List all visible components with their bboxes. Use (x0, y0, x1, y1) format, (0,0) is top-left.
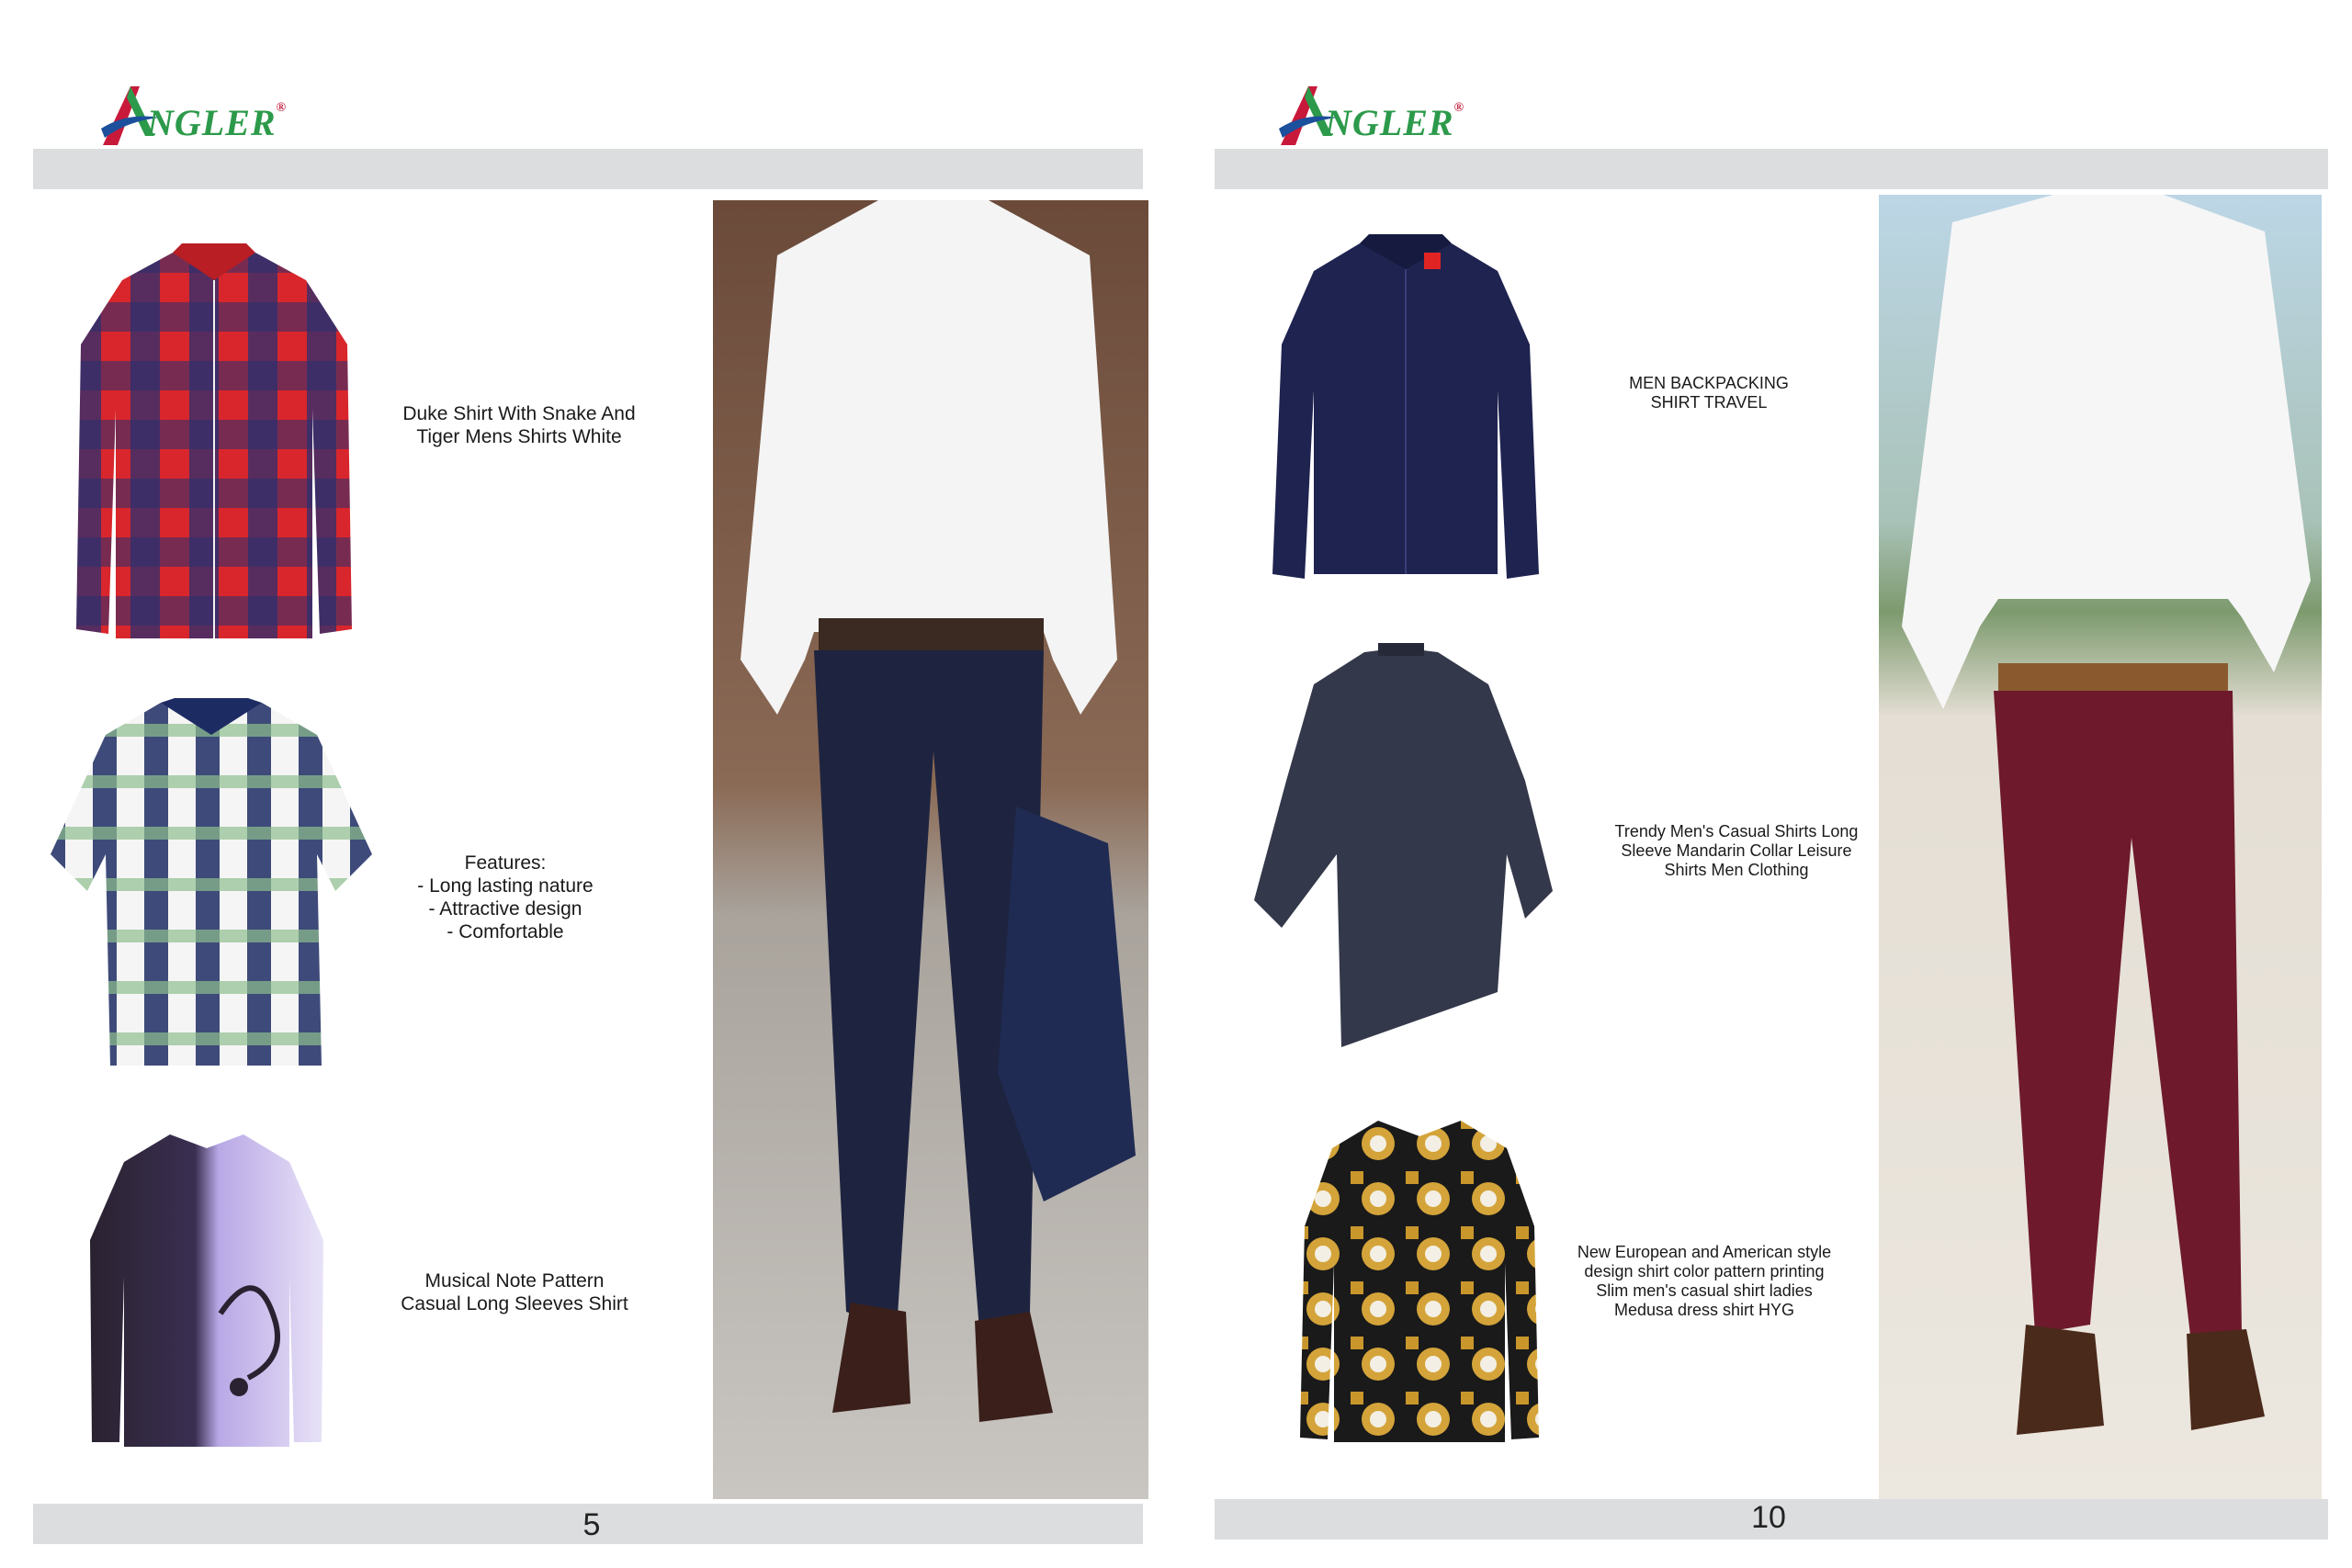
green-check-shirt-image (41, 698, 381, 1084)
angler-logo (99, 81, 301, 154)
catalog-page-right (1176, 0, 2352, 1568)
navy-backpacking-shirt-image (1263, 234, 1548, 583)
baroque-print-shirt-image (1295, 1116, 1544, 1447)
musical-note-shirt-image (83, 1130, 331, 1451)
product-caption-1: Duke Shirt With Snake And Tiger Mens Shirts White (402, 403, 636, 447)
red-plaid-shirt-image (72, 243, 356, 648)
model-photo-white-shirt-navy-trousers (713, 200, 1148, 1499)
header-band (1215, 149, 2328, 189)
page-number-left: 5 (582, 1507, 601, 1542)
page-number-right: 10 (1751, 1500, 1786, 1535)
angler-logo (1277, 81, 1479, 154)
product-caption-2: Features: - Long lasting nature - Attractive design - Comfortable (417, 852, 594, 942)
product-caption-4: MEN BACKPACKING SHIRT TRAVEL (1629, 374, 1789, 412)
angler-logo-text: NGLER® (1325, 101, 1465, 143)
charcoal-mandarin-shirt-image (1250, 643, 1557, 1047)
header-band (33, 149, 1143, 189)
angler-logo-text: NGLER® (147, 101, 288, 143)
model-photo-white-shirt-burgundy-chinos (1879, 195, 2322, 1499)
product-caption-3: Musical Note Pattern Casual Long Sleeves Shirt (401, 1270, 628, 1314)
product-caption-6: New European and American style design shirt color pattern printing Slim men's casual shirt ladies Medusa dress shirt HYG (1577, 1243, 1832, 1319)
product-caption-5: Trendy Men's Casual Shirts Long Sleeve Mandarin Collar Leisure Shirts Men Clothing (1614, 822, 1859, 879)
